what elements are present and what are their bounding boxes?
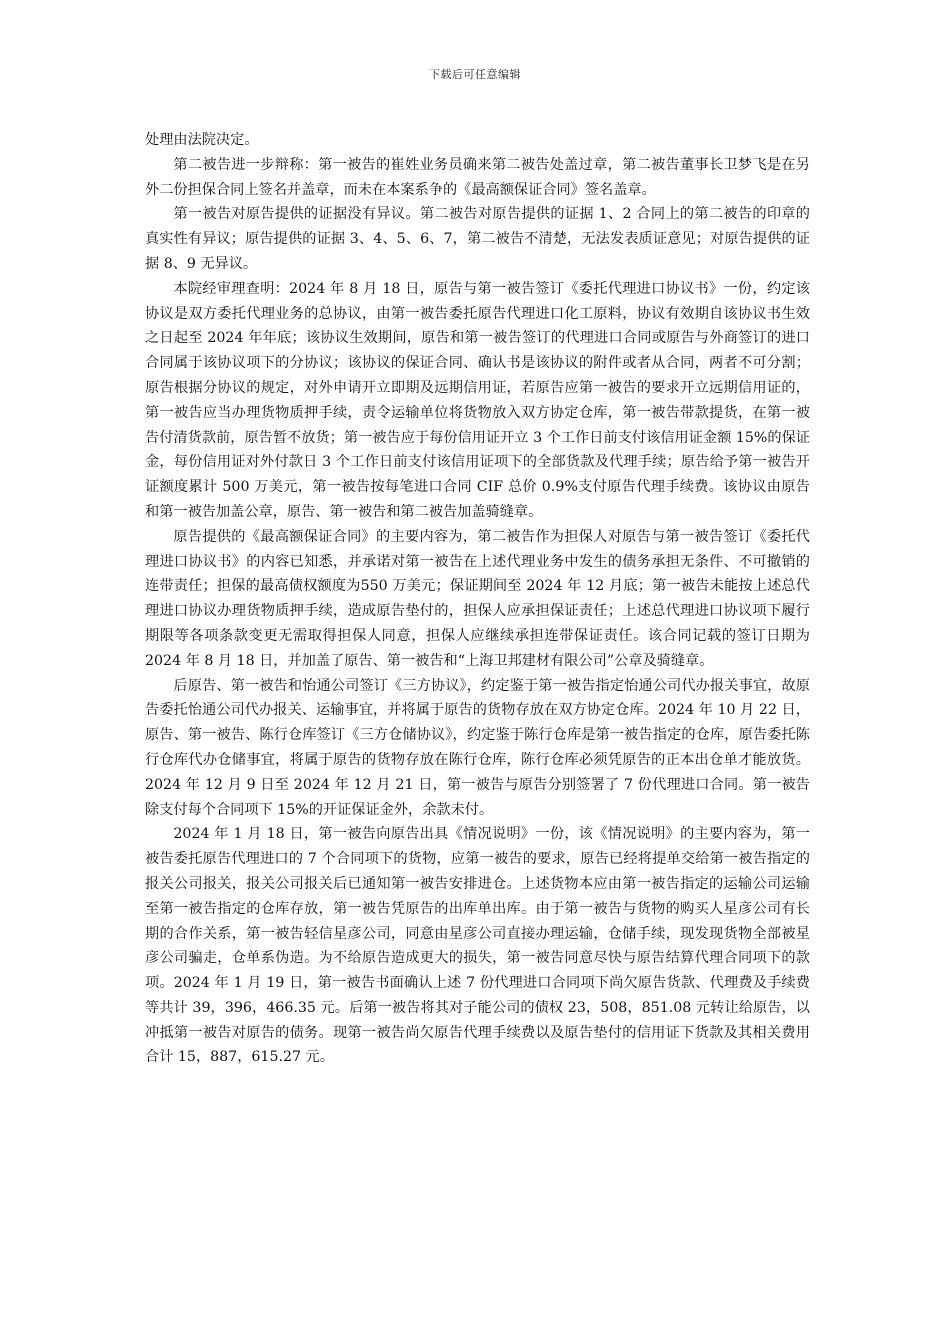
page-header: 下载后可任意编辑 bbox=[429, 68, 521, 81]
paragraph-guarantee-contract: 原告提供的《最高额保证合同》的主要内容为，第二被告作为担保人对原告与第一被告签订《委托代理进口协议书》的内容已知悉，并承诺对第一被告在上述代理业务中发生的债务承担无条件、不可撤销的连带责任；担保的最高债权额度为550 万美元；保证期间至 2024 年 12 月底；第一被告未能按上述总代理进口协议办理货物质押手续，造成原告垫付的，担保人应承担保证责任；上述总代理进口协议项下履行期限等各项条款变更无需取得担保人同意，担保人应继续承担连带保证责任。该合同记载的签订日期为 2024 年 8 月 18 日，并加盖了原告、第一被告和“上海卫邦建材有限公司”公章及骑缝章。 bbox=[145, 528, 810, 669]
paragraph-evidence-opinion: 第一被告对原告提供的证据没有异议。第二被告对原告提供的证据 1、2 合同上的第二被告的印章的真实性有异议；原告提供的证据 3、4、5、6、7，第二被告不清楚，无法发表质证意见；对原告提供的证据 8、9 无异议。 bbox=[145, 206, 810, 272]
paragraph-situation-statement: 2024 年 1 月 18 日，第一被告向原告出具《情况说明》一份，该《情况说明》的主要内容为，第一被告委托原告代理进口的 7 个合同项下的货物，应第一被告的要求，原告已经将提单交给第一被告指定的报关公司报关，报关公司报关后已通知第一被告安排进仓。上述货物本应由第一被告指定的运输公司运输至第一被告指定的仓库存放，第一被告凭原告的出库单出库。由于第一被告与货物的购买人星彦公司有长期的合作关系，第一被告轻信星彦公司，同意由星彦公司直接办理运输，仓储手续，现发现货物全部被星彦公司骗走，仓单系伪造。为不给原告造成更大的损失，第一被告同意尽快与原告结算代理合同项下的款项。2024 年 1 月 19 日，第一被告书面确认上述 7 份代理进口合同项下尚欠原告货款、代理费及手续费等共计 39，396，466.35 元。后第一被告将其对子能公司的债权 23，508，851.08 元转让给原告，以冲抵第一被告对原告的债务。现第一被告尚欠原告代理手续费以及原告垫付的信用证下货款及其相关费用合计 15，887，615.27 元。 bbox=[145, 826, 810, 1066]
paragraph-tripartite-agreement: 后原告、第一被告和怡通公司签订《三方协议》，约定鉴于第一被告指定怡通公司代办报关事宜，故原告委托怡通公司代办报关、运输事宜，并将属于原告的货物存放在双方协定仓库。2024 年 10 月 22 日，原告、第一被告、陈行仓库签订《三方仓储协议》，约定鉴于陈行仓库是第一被告指定的仓库，原告委托陈行仓库代办仓储事宜，将属于原告的货物存放在陈行仓库，陈行仓库必须凭原告的正本出仓单才能放货。2024 年 12 月 9 日至 2024 年 12 月 21 日，第一被告与原告分别签署了 7 份代理进口合同。第一被告除支付每个合同项下 15%的开证保证金外，余款未付。 bbox=[145, 677, 810, 818]
paragraph-continuation: 处理由法院决定。 bbox=[145, 132, 259, 148]
paragraph-court-findings: 本院经审理查明：2024 年 8 月 18 日，原告与第一被告签订《委托代理进口协议书》一份，约定该协议是双方委托代理业务的总协议，由第一被告委托原告代理进口化工原料，协议有效期自该协议书生效之日起至 2024 年年底；该协议生效期间，原告和第一被告签订的代理进口合同或原告与外商签订的进口合同属于该协议项下的分协议；该协议的保证合同、确认书是该协议的附件或者从合同，两者不可分割；原告根据分协议的规定，对外申请开立即期及远期信用证，若原告应第一被告的要求开立远期信用证的，第一被告应当办理货物质押手续，责令运输单位将货物放入双方协定仓库，第一被告带款提货，在第一被告付清货款前，原告暂不放货；第一被告应于每份信用证开立 3 个工作日前支付该信用证金额 15%的保证金，每份信用证对外付款日 3 个工作日前支付该信用证项下的全部货款及代理手续；原告给予第一被告开证额度累计 500 万美元，第一被告按每笔进口合同 CIF 总价 0.9%支付原告代理手续费。该协议由原告和第一被告加盖公章，原告、第一被告和第二被告加盖骑缝章。 bbox=[145, 280, 810, 520]
document-body bbox=[145, 128, 810, 1070]
paragraph-second-defendant-argument: 第二被告进一步辩称：第一被告的崔姓业务员确来第二被告处盖过章，第二被告董事长卫梦飞是在另外二份担保合同上签名并盖章，而未在本案系争的《最高额保证合同》签名盖章。 bbox=[145, 156, 810, 198]
